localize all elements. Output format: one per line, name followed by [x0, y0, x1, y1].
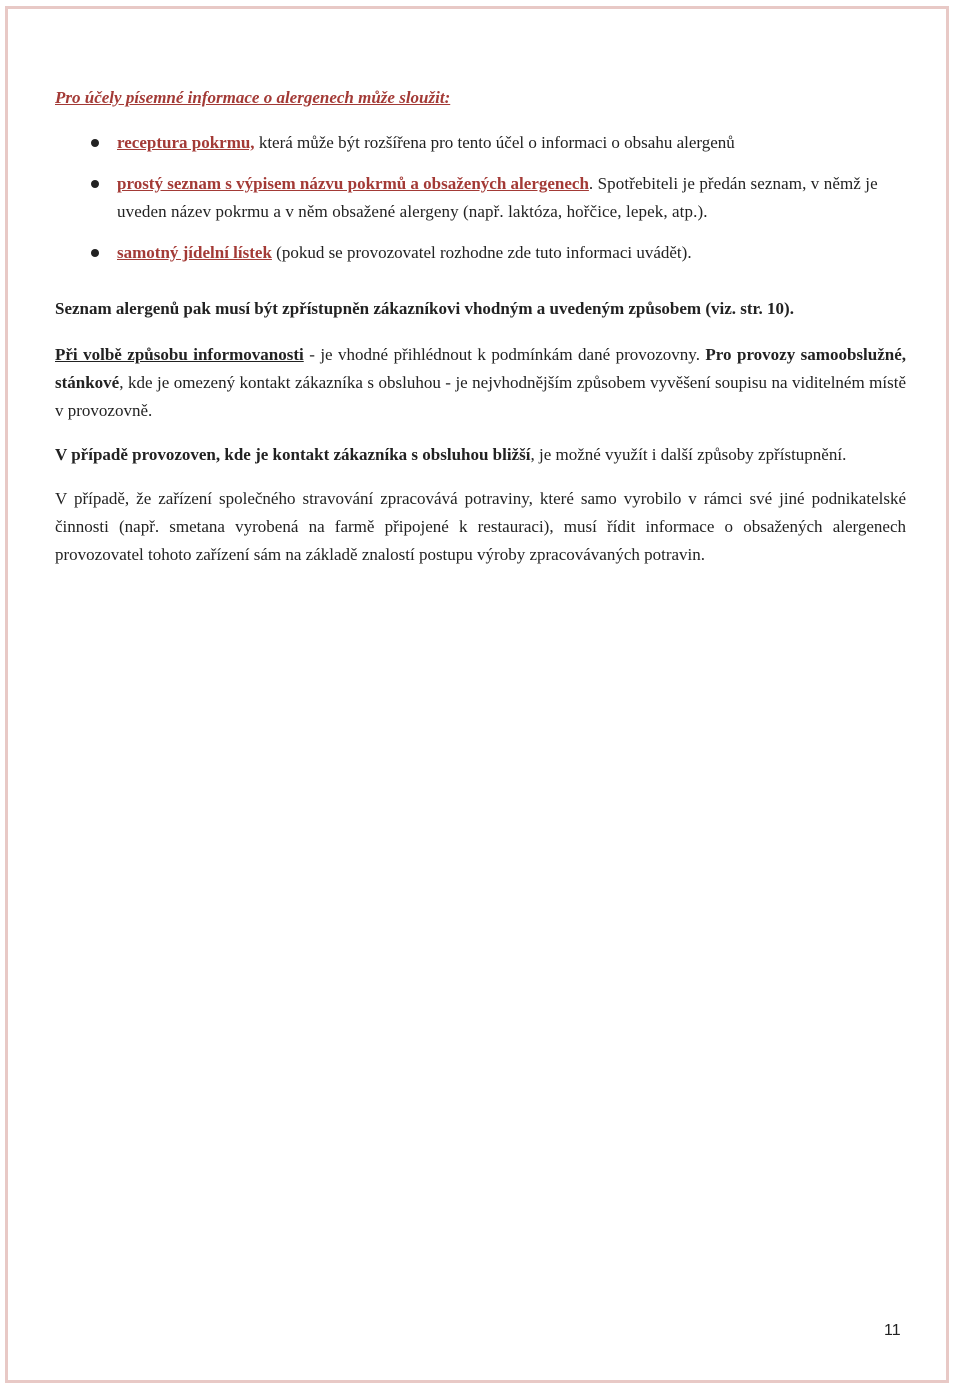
list-item	[55, 170, 906, 226]
bullet-list	[55, 129, 906, 267]
bullet-text: . Spotřebiteli je předán seznam, v němž je uveden název pokrmu a v něm obsažené alergeny (např. laktóza, hořčice, lepek, atp.).	[117, 174, 878, 221]
paragraph-bold: V případě provozoven, kde je kontakt zákazníka s obsluhou bližší	[55, 445, 531, 464]
paragraph-text: , kde je omezený kontakt zákazníka s obsluhou - je nejvhodnějším způsobem vyvěšení soupisu na viditelném místě v provozovně.	[55, 373, 906, 420]
bullet-icon	[91, 180, 99, 188]
bullet-text: (pokud se provozovatel rozhodne zde tuto informaci uvádět).	[271, 243, 692, 262]
paragraph-lead: Při volbě způsobu informovanosti	[55, 345, 304, 364]
bullet-accent: receptura pokrmu,	[117, 133, 255, 152]
list-item	[55, 129, 906, 157]
list-item	[55, 239, 906, 267]
section-heading: Pro účely písemné informace o alergenech může sloužit:	[55, 88, 451, 107]
facility-paragraph: V případě, že zařízení společného stravování zpracovává potraviny, které samo vyrobilo v rámci své jiné podnikatelské činnosti (např. smetana vyrobená na farmě připojené k restauraci), musí řídit informace o obsažených alergenech provozovatel tohoto zařízení sám na základě znalostí postupu výroby zpracovávaných potravin.	[55, 489, 906, 564]
allergen-list-paragraph: Seznam alergenů pak musí být zpřístupněn zákazníkovi vhodným a uvedeným způsobem (viz. str. 10).	[55, 299, 794, 318]
paragraph-text: - je vhodné přihlédnout k podmínkám dané provozovny.	[303, 345, 706, 364]
paragraph-bold: Pro provozy samoobslužné, stánkové	[55, 345, 907, 392]
bullet-icon	[91, 139, 99, 147]
page-number: 11	[884, 1322, 901, 1339]
close-contact-paragraph	[55, 441, 906, 469]
paragraph-text: , je možné využít i další způsoby zpřístupnění.	[530, 445, 847, 464]
document-body	[55, 84, 906, 569]
bullet-accent: samotný jídelní lístek	[117, 243, 272, 262]
bullet-text: která může být rozšířena pro tento účel o informaci o obsahu alergenů	[254, 133, 735, 152]
bullet-icon	[91, 249, 99, 257]
information-method-paragraph	[55, 341, 906, 425]
bullet-accent: prostý seznam s výpisem názvu pokrmů a obsažených alergenech	[117, 174, 589, 193]
